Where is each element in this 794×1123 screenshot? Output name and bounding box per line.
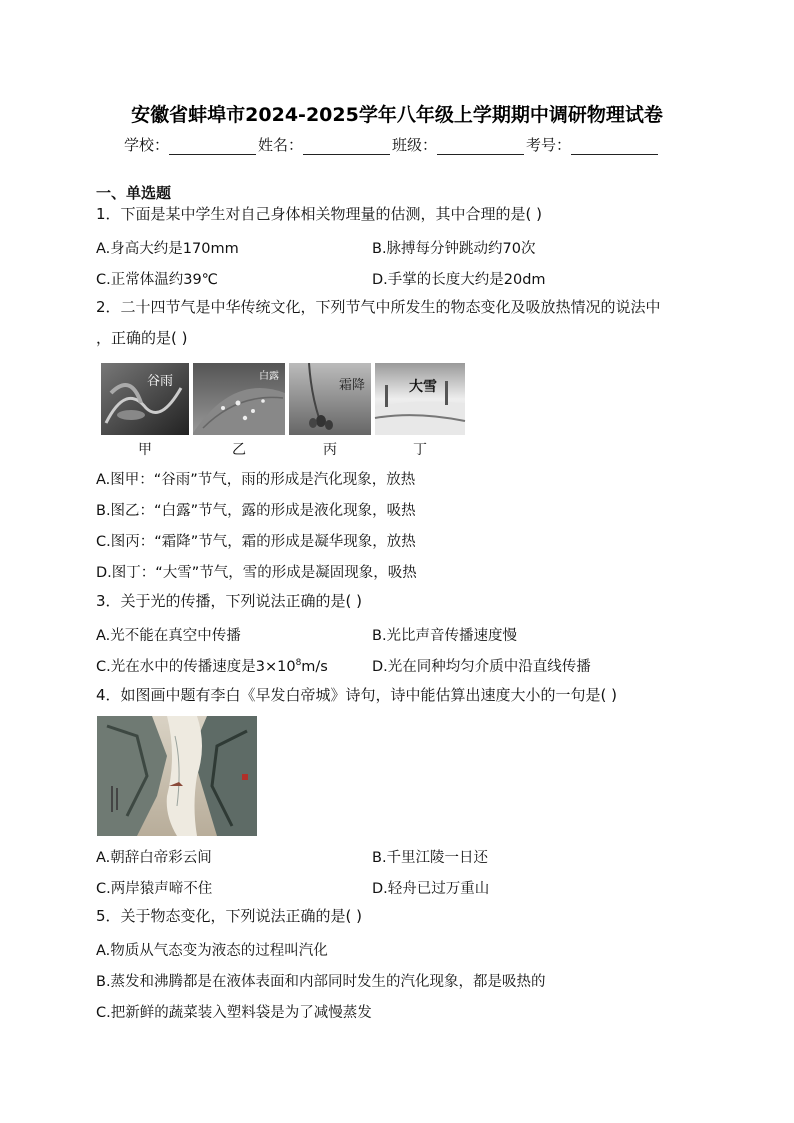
- q3-option-b: B.光比声音传播速度慢: [372, 628, 518, 644]
- section-heading: 一、单选题: [96, 184, 172, 202]
- figure-caption-ding: 丁: [413, 442, 427, 458]
- q3-option-c: [96, 655, 328, 676]
- q2-option-c: C.图丙：“霜降”节气，霜的形成是凝华现象，放热: [96, 534, 416, 550]
- q3-option-a: A.光不能在真空中传播: [96, 628, 241, 644]
- figure-caption-jia: 甲: [138, 442, 152, 458]
- q4-option-d: D.轻舟已过万重山: [372, 881, 490, 897]
- q3-option-d: D.光在同种均匀介质中沿直线传播: [372, 659, 591, 675]
- figure-panel-jia: [101, 363, 189, 435]
- exam-number-blank[interactable]: [571, 139, 658, 155]
- solar-terms-figure: [101, 363, 467, 437]
- figure-panel-yi: [193, 363, 285, 435]
- yi-label: 白露: [259, 371, 279, 382]
- q3-option-c-text: C.光在水中的传播速度是3×10: [96, 659, 296, 675]
- jia-label: 谷雨: [147, 374, 174, 389]
- school-label: 学校：: [124, 136, 170, 154]
- question-1-stem: 1．下面是某中学生对自己身体相关物理量的估测，其中合理的是( ): [96, 205, 543, 223]
- figure-panel-bing: [289, 363, 371, 435]
- question-3-stem: 3．关于光的传播，下列说法正确的是( ): [96, 592, 363, 610]
- q1-option-c: C.正常体温约39℃: [96, 272, 218, 288]
- q1-option-d: D.手掌的长度大约是20dm: [372, 272, 546, 288]
- school-blank[interactable]: [169, 139, 256, 155]
- figure-caption-yi: 乙: [232, 442, 246, 458]
- q5-option-c: C.把新鲜的蔬菜装入塑料袋是为了减慢蒸发: [96, 1005, 372, 1021]
- ding-label: 大雪: [409, 379, 437, 395]
- question-2-stem-line2: ，正确的是( ): [96, 329, 188, 347]
- q4-option-a: A.朝辞白帝彩云间: [96, 850, 212, 866]
- q4-option-c: C.两岸猿声啼不住: [96, 881, 213, 897]
- class-blank[interactable]: [437, 139, 524, 155]
- exam-number-label: 考号：: [526, 136, 572, 154]
- student-info-line: [124, 134, 660, 155]
- question-4-stem: 4．如图画中题有李白《早发白帝城》诗句，诗中能估算出速度大小的一句是( ): [96, 686, 618, 704]
- q3-option-c-exponent: 8: [295, 658, 302, 669]
- q2-option-a: A.图甲：“谷雨”节气，雨的形成是汽化现象，放热: [96, 472, 416, 488]
- q1-option-a: A.身高大约是170mm: [96, 241, 239, 257]
- name-label: 姓名：: [258, 136, 304, 154]
- q1-option-b: B.脉搏每分钟跳动约70次: [372, 241, 536, 257]
- q5-option-b: B.蒸发和沸腾都是在液体表面和内部同时发生的汽化现象，都是吸热的: [96, 974, 546, 990]
- baidi-city-painting: [97, 716, 257, 836]
- bing-label: 霜降: [339, 378, 366, 393]
- question-2-stem-line1: 2．二十四节气是中华传统文化，下列节气中所发生的物态变化及吸放热情况的说法中: [96, 298, 661, 316]
- question-5-stem: 5．关于物态变化，下列说法正确的是( ): [96, 907, 363, 925]
- q4-option-b: B.千里江陵一日还: [372, 850, 489, 866]
- class-label: 班级：: [392, 136, 438, 154]
- exam-title: 安徽省蚌埠市2024-2025学年八年级上学期期中调研物理试卷: [131, 104, 663, 126]
- figure-caption-bing: 丙: [323, 442, 337, 458]
- figure-panel-ding: [375, 363, 465, 435]
- name-blank[interactable]: [303, 139, 390, 155]
- q3-option-c-unit: m/s: [301, 659, 328, 675]
- q2-option-d: D.图丁：“大雪”节气，雪的形成是凝固现象，吸热: [96, 565, 417, 581]
- q2-option-b: B.图乙：“白露”节气，露的形成是液化现象，吸热: [96, 503, 416, 519]
- q5-option-a: A.物质从气态变为液态的过程叫汽化: [96, 943, 328, 959]
